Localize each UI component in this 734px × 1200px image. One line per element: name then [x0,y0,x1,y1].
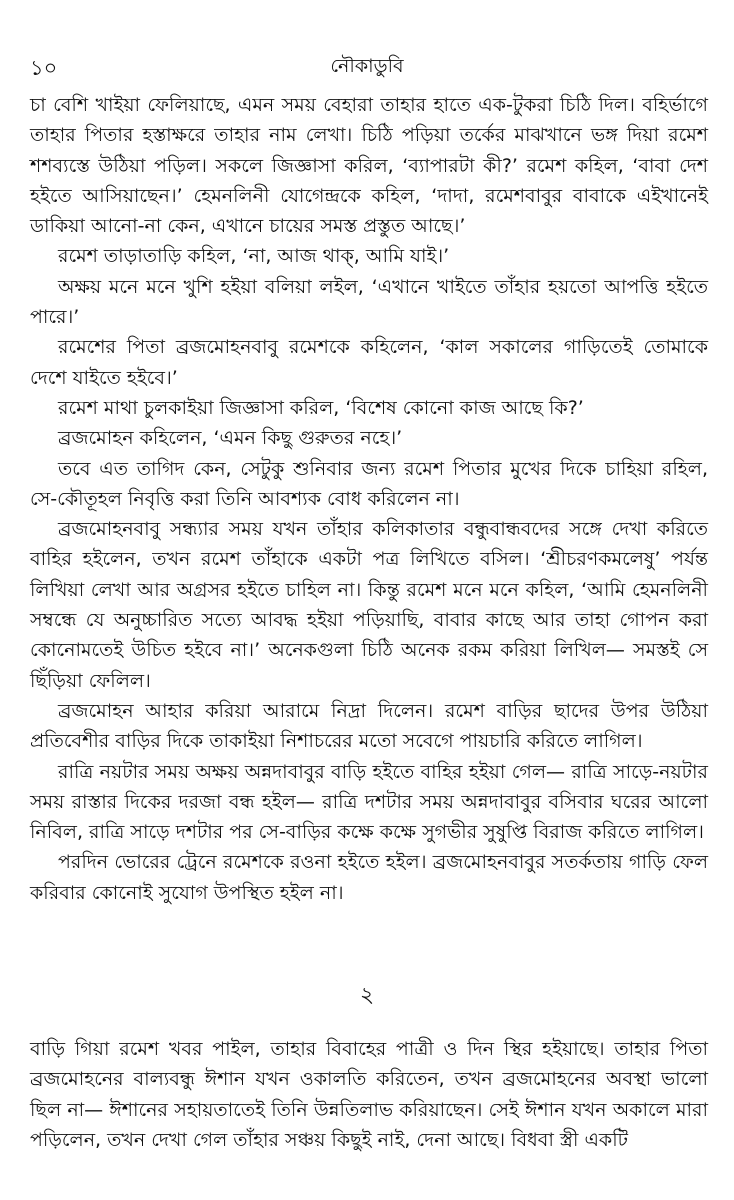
paragraph: রমেশ তাড়াতাড়ি কহিল, ‘না, আজ থাক্‌, আমি যাই।’ [58,245,450,268]
paragraph: পরদিন ভোরের ট্রেনে রমেশকে রওনা হইতে হইল। ব্রজমোহনবাবুর সতর্কতায় গাড়ি ফেল করিবার কোনোই সুযোগ উপস্থিত হইল না। [30,851,708,904]
paragraph: চা বেশি খাইয়া ফেলিয়াছে, এমন সময় বেহারা তাহার হাতে এক-টুকরা চিঠি দিল। বহির্ভাগে তাহার পিতার হস্তাক্ষরে তাহার নাম লেখা। চিঠি পড়িয়া তর্কের মাঝখানে ভঙ্গ দিয়া রমেশ শশব্যস্তে উঠিয়া পড়িল। সকলে জিজ্ঞাসা করিল, ‘ব্যাপারটা কী?’ রমেশ কহিল, ‘বাবা দেশ হইতে আসিয়াছেন।’ হেমনলিনী যোগেন্দ্রকে কহিল, ‘দাদা, রমেশবাবুর বাবাকে এইখানেই ডাকিয়া আনো-না কেন, এখানে চায়ের সমস্ত প্রস্তুত আছে।’ [30,94,708,238]
paragraph: অক্ষয় মনে মনে খুশি হইয়া বলিয়া লইল, ‘এখানে খাইতে তাঁহার হয়তো আপত্তি হইতে পারে।’ [30,275,708,329]
paragraph: রমেশের পিতা ব্রজমোহনবাবু রমেশকে কহিলেন, ‘কাল সকালের গাড়িতেই তোমাকে দেশে যাইতে হইবে।’ [30,336,708,389]
chapter-number: ২ [359,983,375,1008]
paragraph: রমেশ মাথা চুলকাইয়া জিজ্ঞাসা করিল, ‘বিশেষ কোনো কাজ আছে কি?’ [58,396,584,419]
paragraph: ব্রজমোহন কহিলেন, ‘এমন কিছু গুরুতর নহে।’ [58,427,403,450]
paragraph: ব্রজমোহন আহার করিয়া আরামে নিদ্রা দিলেন। রমেশ বাড়ির ছাদের উপর উঠিয়া প্রতিবেশীর বাড়ির দিকে তাকাইয়া নিশাচরের মতো সবেগে পায়চারি করিতে লাগিল। [30,699,708,753]
page-number: ১০ [30,56,58,80]
paragraph: ব্রজমোহনবাবু সন্ধ্যার সময় যখন তাঁহার কলিকাতার বন্ধুবান্ধবদের সঙ্গে দেখা করিতে বাহির হইলেন, তখন রমেশ তাঁহাকে একটা পত্র লিখিতে বসিল। ‘শ্রীচরণকমলেষু’ পর্যন্ত লিখিয়া লেখা আর অগ্রসর হইতে চাহিল না। কিন্তু রমেশ মনে মনে কহিল, ‘আমি হেমনলিনী সম্বন্ধে যে অনুচ্চারিত সত্যে আবদ্ধ হইয়া পড়িয়াছি, বাবার কাছে আর তাহা গোপন করা কোনোমতেই উচিত হইবে না।’ অনেকগুলা চিঠি অনেক রকম করিয়া লিখিল— সমস্তই সে ছিঁড়িয়া ফেলিল। [30,518,708,692]
chapter-two-text [30,1034,708,1155]
paragraph: তবে এত তাগিদ কেন, সেটুকু শুনিবার জন্য রমেশ পিতার মুখের দিকে চাহিয়া রহিল, সে-কৌতূহল নিবৃত্তি করা তিনি আবশ্যক বোধ করিলেন না। [30,457,708,510]
chapter-one-text [30,90,708,908]
paragraph: রাত্রি নয়টার সময় অক্ষয় অন্নদাবাবুর বাড়ি হইতে বাহির হইয়া গেল— রাত্রি সাড়ে-নয়টার সময় রাস্তার দিকের দরজা বন্ধ হইল— রাত্রি দশটার সময় অন্নদাবাবুর বসিবার ঘরের আলো নিবিল, রাত্রি সাড়ে দশটার পর সে-বাড়ির কক্ষে কক্ষে সুগভীর সুষুপ্তি বিরাজ করিতে লাগিল। [30,760,708,844]
book-title: নৌকাডুবি [330,55,404,77]
running-header [30,52,704,82]
paragraph: বাড়ি গিয়া রমেশ খবর পাইল, তাহার বিবাহের পাত্রী ও দিন স্থির হইয়াছে। তাহার পিতা ব্রজমোহনের বাল্যবন্ধু ঈশান যখন ওকালতি করিতেন, তখন ব্রজমোহনের অবস্থা ভালো ছিল না— ঈশানের সহায়তাতেই তিনি উন্নতিলাভ করিয়াছেন। সেই ঈশান যখন অকালে মারা পড়িলেন, তখন দেখা গেল তাঁহার সঞ্চয় কিছুই নাই, দেনা আছে। বিধবা স্ত্রী একটি [30,1038,708,1151]
